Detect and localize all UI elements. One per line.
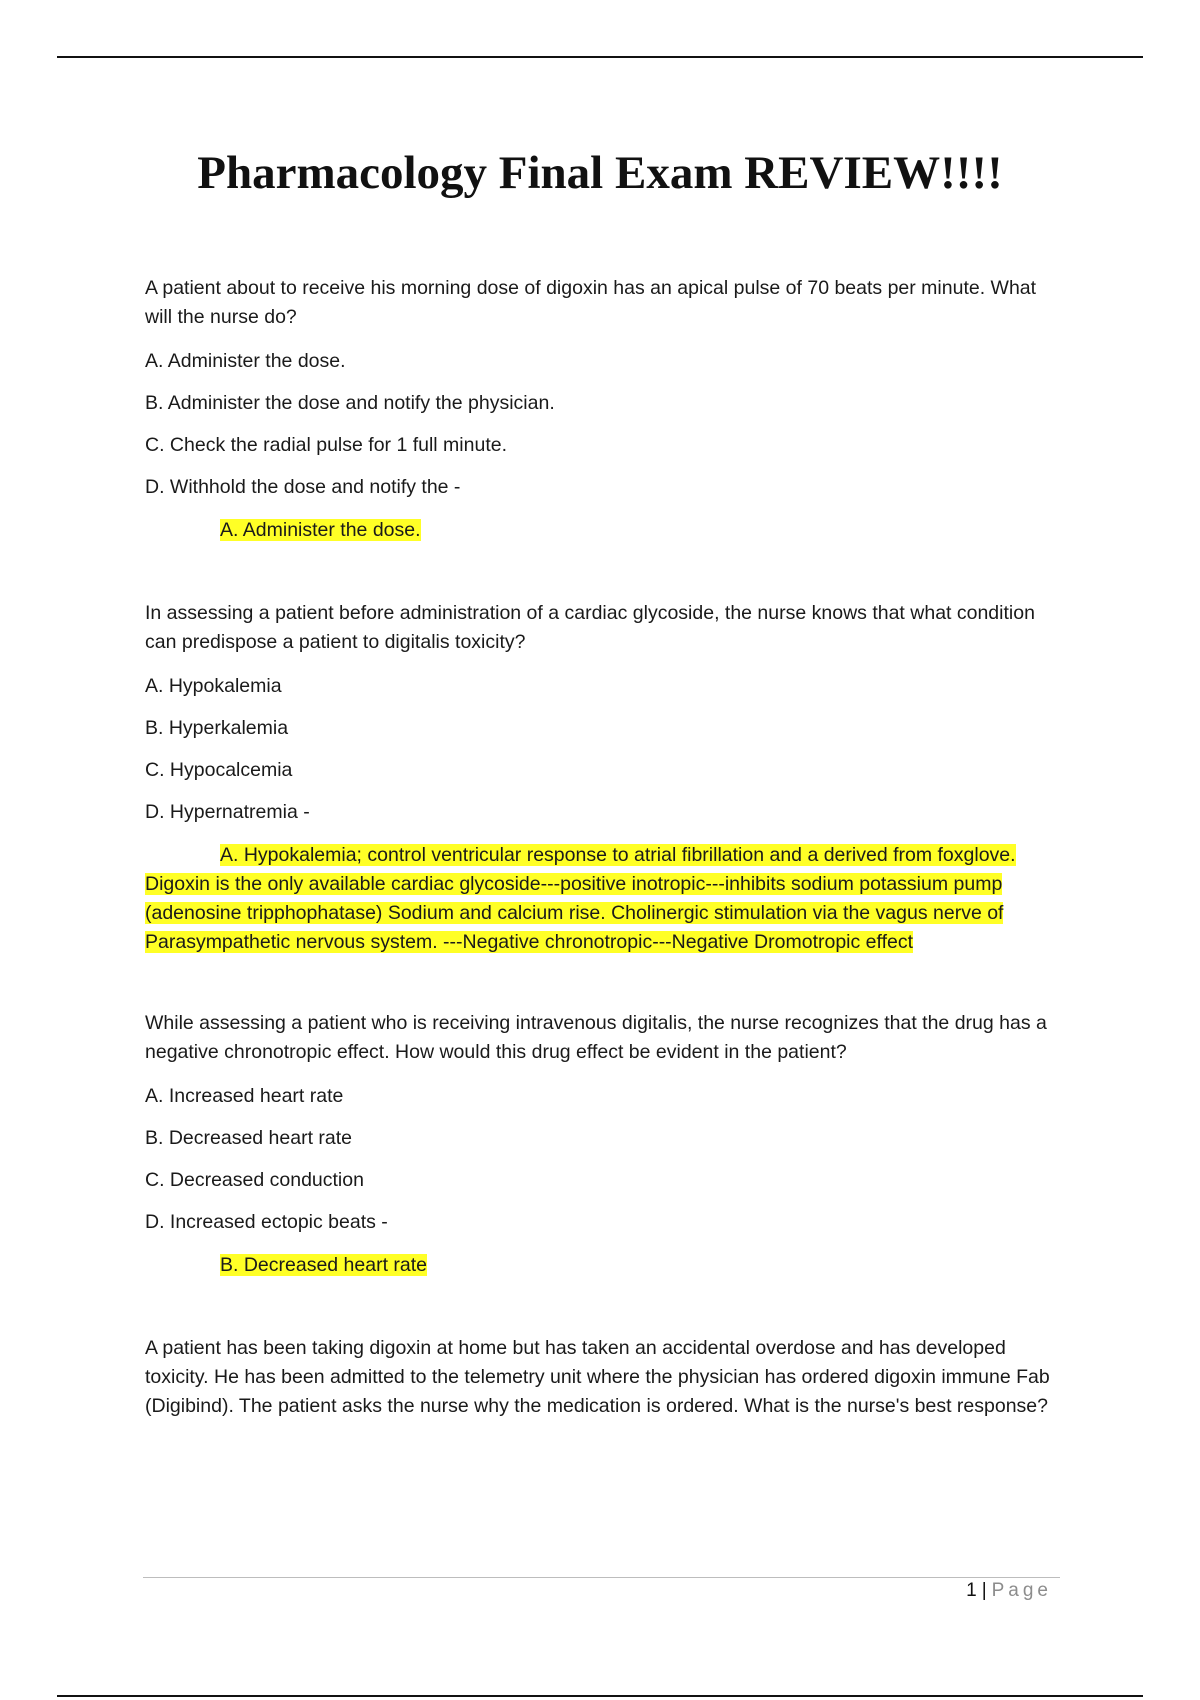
page-number: 1 [966, 1580, 978, 1601]
answer-highlight: B. Decreased heart rate [220, 1254, 428, 1276]
question-text: A patient has been taking digoxin at home but has taken an accidental overdose and has developed toxicity. He has been admitted to the telemetry unit where the physician has ordered digoxin immune Fab (Digibind). The patient asks the nurse why the medication is ordered. What is the nurse's best response? [145, 1337, 1050, 1417]
page-number-footer [966, 1580, 1052, 1602]
question-block-3 [145, 1009, 1065, 1280]
answer-highlight: A. Administer the dose. [220, 519, 421, 541]
page-label: Page [991, 1580, 1052, 1601]
document-body [145, 274, 1065, 1421]
answer-text [145, 841, 1065, 957]
answer-text [145, 516, 1065, 545]
document-title: Pharmacology Final Exam REVIEW!!!! [197, 147, 1003, 199]
question-block-2 [145, 599, 1065, 957]
bottom-rule [57, 1695, 1143, 1697]
option-c: C. Decreased conduction [145, 1169, 364, 1191]
option-d: D. Withhold the dose and notify the - [145, 476, 461, 498]
option-b: B. Administer the dose and notify the physician. [145, 392, 555, 414]
question-block-4 [145, 1334, 1065, 1421]
option-d: D. Increased ectopic beats - [145, 1211, 388, 1233]
option-a: A. Increased heart rate [145, 1085, 344, 1107]
answer-highlight: A. Hypokalemia; control ventricular response to atrial fibrillation and a derived from foxglove. Digoxin is the only available cardiac glycoside---positive inotropic---inhibits sodium potassium pump (adenosine tripphophatase) Sodium and calcium rise. Cholinergic stimulation via the vagus nerve of Parasympathetic nervous system. ---Negative chronotropic---Negative Dromotropic effect [145, 844, 1016, 953]
question-block-1 [145, 274, 1065, 545]
option-b: B. Decreased heart rate [145, 1127, 353, 1149]
answer-text [145, 1251, 1065, 1280]
footer-rule [143, 1577, 1060, 1578]
question-text: While assessing a patient who is receiving intravenous digitalis, the nurse recognizes that the drug has a negative chronotropic effect. How would this drug effect be evident in the patient? [145, 1012, 1047, 1063]
page-separator: | [981, 1580, 988, 1601]
option-b: B. Hyperkalemia [145, 717, 289, 739]
question-text: In assessing a patient before administration of a cardiac glycoside, the nurse knows that what condition can predispose a patient to digitalis toxicity? [145, 602, 1035, 653]
option-d: D. Hypernatremia - [145, 801, 310, 823]
question-text: A patient about to receive his morning dose of digoxin has an apical pulse of 70 beats per minute. What will the nurse do? [145, 277, 1037, 328]
option-c: C. Hypocalcemia [145, 759, 293, 781]
header-rule [57, 56, 1143, 58]
option-a: A. Hypokalemia [145, 675, 282, 697]
option-c: C. Check the radial pulse for 1 full minute. [145, 434, 508, 456]
option-a: A. Administer the dose. [145, 350, 346, 372]
